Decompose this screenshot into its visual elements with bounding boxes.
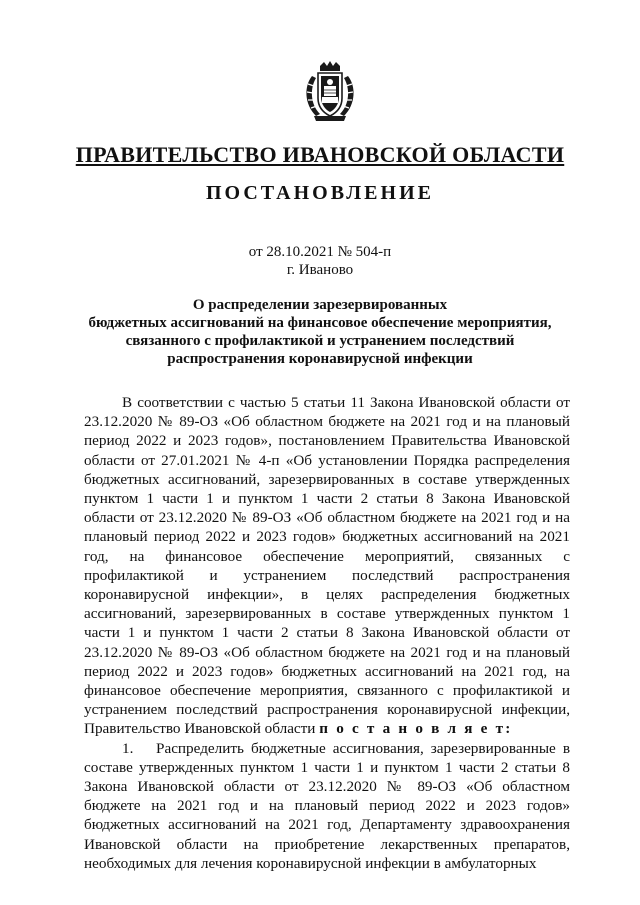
preamble-text: В соответствии с частью 5 статьи 11 Закона Ивановской области от 23.12.2020 № 89-ОЗ «Об областном бюджете на 2021 год и на плановый период 2022 и 2023 годов», постановлением Правительства Ивановской области от 27.01.2021 № 4-п «Об установлении Порядка распределения бюджетных ассигнований, зарезервированных в составе утвержденных пунктом 1 части 1 и пунктом 1 части 2 статьи 8 Закона Ивановской области от 23.12.2020 № 89-ОЗ «Об областном бюджете на 2021 год и на плановый период 2022 и 2023 годов» бюджетных ассигнований на 2021 год, на финансовое обеспечение мероприятий, связанных с профилактикой и устранением последствий распространения коронавирусной инфекции», в целях распределения бюджетных ассигнований, зарезервированных в составе утвержденных пунктом 1 части 1 и пунктом 1 части 2 статьи 8 Закона Ивановской области от 23.12.2020 № 89-ОЗ «Об областном бюджете на 2021 год и на плановый период 2022 и 2023 годов» бюджетных ассигнований на 2021 год, на финансовое обеспечение мероприятия, связанного с профилактикой и устранением последствий распространения коронавирусной инфекции, Правительство Ивановской области bbox=[84, 394, 570, 738]
coat-of-arms-icon bbox=[298, 60, 362, 124]
item-paragraph bbox=[84, 739, 570, 873]
decree-colon: : bbox=[505, 720, 513, 738]
document-title bbox=[70, 296, 570, 368]
document-date-number: от 28.10.2021 № 504-п bbox=[248, 244, 392, 260]
government-name: ПРАВИТЕЛЬСТВО ИВАНОВСКОЙ ОБЛАСТИ bbox=[75, 142, 565, 167]
document-type: ПОСТАНОВЛЕНИЕ bbox=[206, 182, 434, 204]
title-line: связанного с профилактикой и устранением последствий bbox=[125, 333, 515, 349]
decree-word: п о с т а н о в л я е т bbox=[319, 720, 506, 738]
item-number: 1. bbox=[122, 739, 134, 757]
title-line: О распределении зарезервированных bbox=[192, 297, 448, 313]
title-line: распространения коронавирусной инфекции bbox=[167, 351, 473, 367]
title-line: бюджетных ассигнований на финансовое обеспечение мероприятия, bbox=[88, 315, 552, 331]
item-text: Распределить бюджетные ассигнования, зарезервированные в составе утвержденных пунктом 1 части 1 и пунктом 1 части 2 статьи 8 Закона Ивановской области от 23.12.2020 № 89-ОЗ «Об областном бюджете на 2021 год и на плановый период 2022 и 2023 годов» бюджетных ассигнований на 2021 год, Департаменту здравоохранения Ивановской области на приобретение лекарственных препаратов, необходимых для лечения коронавирусной инфекции в амбулаторных bbox=[84, 739, 570, 872]
preamble-paragraph bbox=[84, 393, 570, 739]
document-city: г. Иваново bbox=[286, 262, 354, 278]
document-body bbox=[84, 393, 570, 873]
